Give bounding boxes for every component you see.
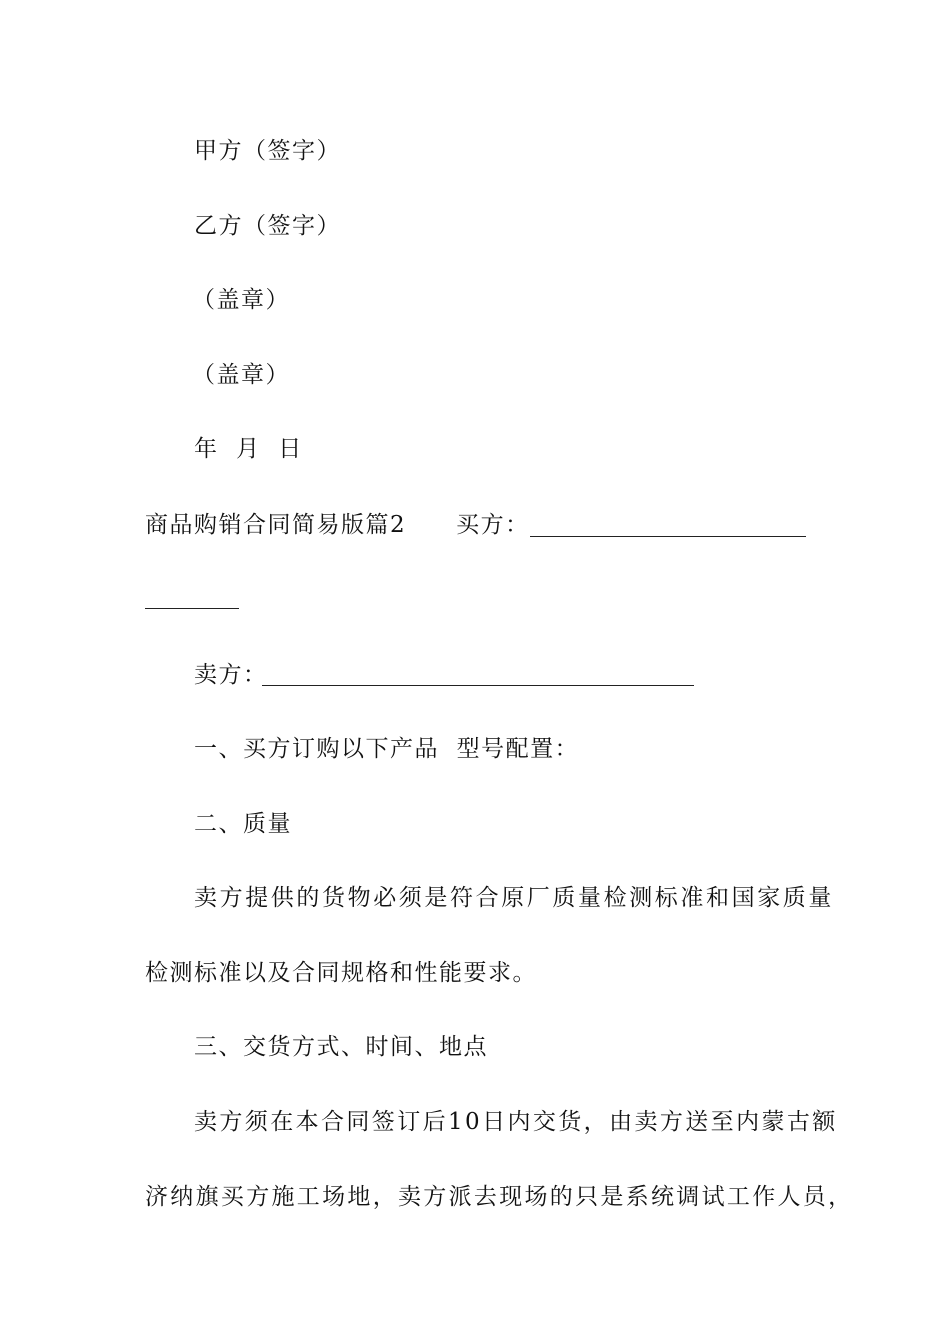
clause-three-paragraph-line-2: 济纳旗买方施工场地，卖方派去现场的只是系统调试工作人员， [145,1184,854,1210]
buyer-blank-line-continued [145,608,239,609]
buyer-label: 买方： [456,512,530,538]
party-a-signature-label: 甲方（签字） [194,138,341,164]
clause-two-paragraph-line-1: 卖方提供的货物必须是符合原厂质量检测标准和国家质量 [194,885,834,911]
clause-one-heading: 一、买方订购以下产品 型号配置： [194,736,580,762]
section-title: 商品购销合同简易版篇2 [145,512,407,538]
clause-three-paragraph-line-1: 卖方须在本合同签订后10日内交货，由卖方送至内蒙古额 [194,1109,838,1135]
seal-label-1: （盖章） [192,287,290,313]
date-line: 年 月 日 [194,436,303,462]
clause-three-heading: 三、交货方式、时间、地点 [194,1034,488,1060]
section-heading-row [145,510,530,540]
seller-blank-line [262,685,694,686]
seal-label-2: （盖章） [192,362,290,388]
seller-label: 卖方： [194,662,268,688]
buyer-blank-line [530,536,806,537]
clause-two-heading: 二、质量 [194,811,292,837]
clause-two-paragraph-line-2: 检测标准以及合同规格和性能要求。 [145,960,537,986]
party-b-signature-label: 乙方（签字） [194,213,341,239]
